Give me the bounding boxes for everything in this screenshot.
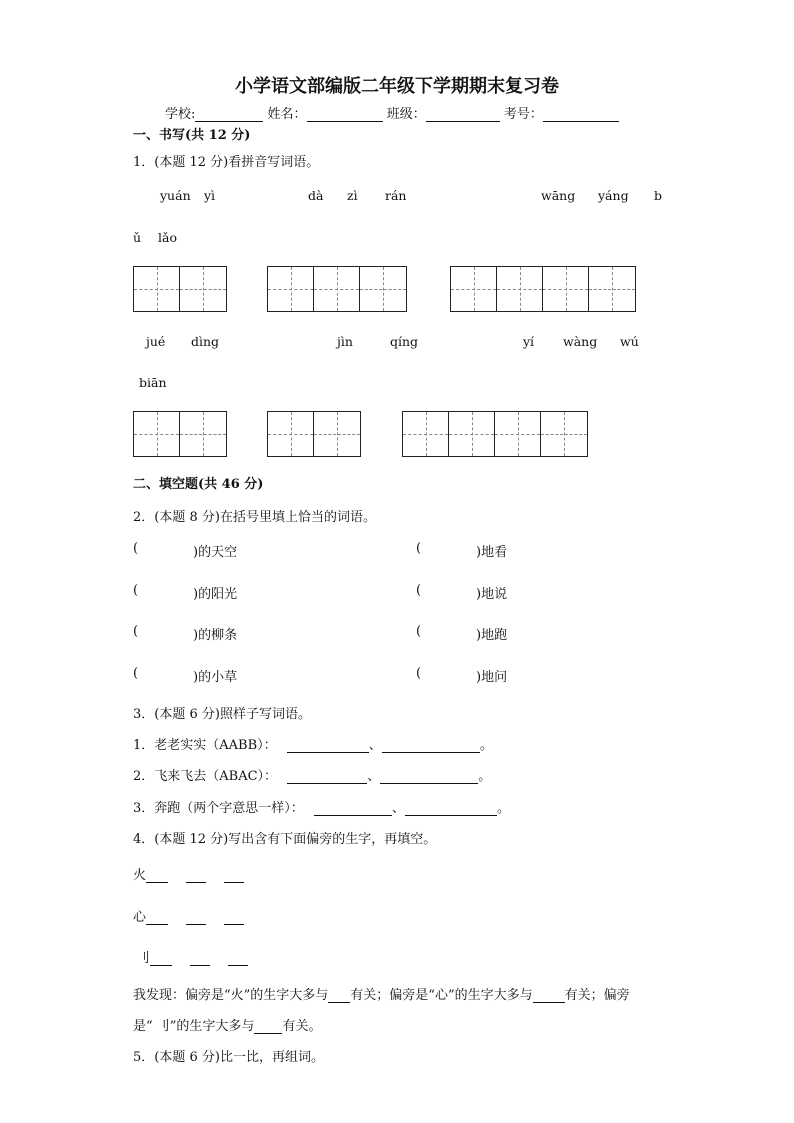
pinyin: jìn xyxy=(337,334,353,349)
answer-blank[interactable] xyxy=(380,769,478,784)
school-label: 学校: xyxy=(165,107,196,122)
answer-blank[interactable] xyxy=(228,951,248,966)
pinyin: lǎo xyxy=(158,230,177,245)
paren-open: ( xyxy=(133,583,139,598)
question-4: 4．(本题 12 分)写出含有下面偏旁的生字，再填空。 xyxy=(133,832,437,847)
writing-grid[interactable] xyxy=(133,266,227,312)
question-3: 3．(本题 6 分)照样子写词语。 xyxy=(133,707,311,722)
answer-blank[interactable] xyxy=(314,801,392,816)
writing-grid[interactable] xyxy=(402,411,588,457)
question-2: 2．(本题 8 分)在括号里填上恰当的词语。 xyxy=(133,510,376,525)
pinyin: jué xyxy=(146,334,166,349)
radical: 刂 xyxy=(137,951,151,966)
answer-blank[interactable] xyxy=(186,910,206,925)
paren-open: ( xyxy=(416,541,422,556)
answer-blank[interactable] xyxy=(405,801,497,816)
answer-blank[interactable] xyxy=(254,1019,282,1034)
exam-no-blank[interactable] xyxy=(543,107,619,122)
paren-open: ( xyxy=(416,583,422,598)
class-label: 班级： xyxy=(386,107,426,122)
page-title: 小学语文部编版二年级下学期期末复习卷 xyxy=(235,76,559,97)
fill-item-left: )的柳条 xyxy=(193,628,238,643)
name-label: 姓名： xyxy=(267,107,307,122)
answer-blank[interactable] xyxy=(287,738,369,753)
answer-blank[interactable] xyxy=(224,868,244,883)
paren-open: ( xyxy=(416,666,422,681)
pinyin: yì xyxy=(204,188,216,203)
exam-no-label: 考号： xyxy=(503,107,543,122)
q3-item: 1．老老实实（AABB）： 、 。 xyxy=(133,738,493,753)
answer-blank[interactable] xyxy=(146,910,168,925)
paren-open: ( xyxy=(133,666,139,681)
answer-blank[interactable] xyxy=(190,951,210,966)
pinyin: yí xyxy=(523,334,535,349)
pinyin: dìng xyxy=(191,334,220,349)
section-2-heading: 二、填空题(共 46 分) xyxy=(133,477,264,492)
discovery-line-1: 我发现：偏旁是“火”的生字大多与 有关；偏旁是“心”的生字大多与 有关；偏旁 xyxy=(133,988,630,1003)
answer-blank[interactable] xyxy=(224,910,244,925)
answer-blank[interactable] xyxy=(382,738,480,753)
pinyin: b xyxy=(654,188,663,203)
radical: 火 xyxy=(133,868,147,883)
pinyin: biān xyxy=(139,375,167,390)
fill-item-left: )的小草 xyxy=(193,670,238,685)
pinyin: qíng xyxy=(390,334,419,349)
paren-open: ( xyxy=(133,541,139,556)
fill-item-left: )的阳光 xyxy=(193,587,238,602)
answer-blank[interactable] xyxy=(287,769,367,784)
writing-grid[interactable] xyxy=(450,266,636,312)
answer-blank[interactable] xyxy=(146,868,168,883)
writing-grid[interactable] xyxy=(267,266,407,312)
pinyin: yuán xyxy=(160,188,191,203)
fill-item-left: )的天空 xyxy=(193,545,238,560)
discovery-line-2: 是“ 刂”的生字大多与 有关。 xyxy=(133,1019,322,1034)
pinyin: wāng xyxy=(541,188,576,203)
paren-open: ( xyxy=(133,624,139,639)
fill-item-right: )地跑 xyxy=(476,628,508,643)
pinyin: zì xyxy=(347,188,358,203)
answer-blank[interactable] xyxy=(533,988,565,1003)
fill-item-right: )地说 xyxy=(476,587,508,602)
section-1-heading: 一、书写(共 12 分) xyxy=(133,128,251,143)
answer-blank[interactable] xyxy=(328,988,350,1003)
pinyin: wàng xyxy=(563,334,598,349)
class-blank[interactable] xyxy=(426,107,500,122)
student-info-line xyxy=(165,103,619,122)
answer-blank[interactable] xyxy=(150,951,172,966)
school-blank[interactable] xyxy=(195,107,263,122)
writing-grid[interactable] xyxy=(267,411,361,457)
question-1: 1．(本题 12 分)看拼音写词语。 xyxy=(133,155,320,170)
q3-item: 3．奔跑（两个字意思一样）： 、 。 xyxy=(133,801,510,816)
name-blank[interactable] xyxy=(307,107,383,122)
paren-open: ( xyxy=(416,624,422,639)
pinyin: wú xyxy=(620,334,639,349)
radical: 心 xyxy=(133,910,147,925)
pinyin: yáng xyxy=(598,188,629,203)
question-5: 5．(本题 6 分)比一比，再组词。 xyxy=(133,1050,324,1065)
fill-item-right: )地看 xyxy=(476,545,508,560)
radical-row xyxy=(137,947,248,966)
writing-grid[interactable] xyxy=(133,411,227,457)
pinyin: rán xyxy=(385,188,407,203)
q3-item: 2．飞来飞去（ABAC）： 、 。 xyxy=(133,769,492,784)
pinyin: ǔ xyxy=(133,230,142,245)
fill-item-right: )地问 xyxy=(476,670,508,685)
answer-blank[interactable] xyxy=(186,868,206,883)
radical-row xyxy=(133,864,244,883)
pinyin: dà xyxy=(308,188,324,203)
radical-row xyxy=(133,906,244,925)
